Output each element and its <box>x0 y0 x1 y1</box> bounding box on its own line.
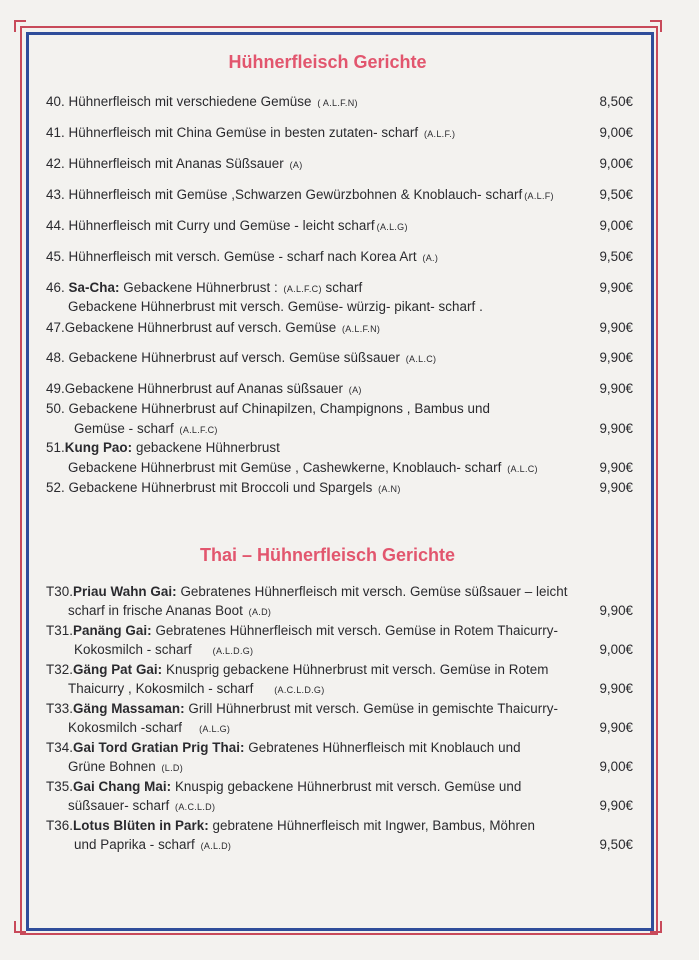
menu-item-45: 45. Hühnerfleisch mit versch. Gemüse - scharf nach Korea Art (A.) <box>46 249 439 264</box>
menu-item-t30-desc: scharf in frische Ananas Boot (A.D) <box>68 603 272 618</box>
menu-item-t34: T34.Gai Tord Gratian Prig Thai: Gebratenes Hühnerfleisch mit Knoblauch und <box>46 740 521 755</box>
price-42: 9,00€ <box>599 156 633 171</box>
price-t35: 9,90€ <box>599 798 633 813</box>
price-44: 9,00€ <box>599 218 633 233</box>
menu-item-t36-desc: und Paprika - scharf (A.L.D) <box>74 837 232 852</box>
menu-item-50-desc: Gemüse - scharf (A.L.F.C) <box>74 421 218 436</box>
corner-ornament <box>14 20 26 32</box>
menu-item-t36: T36.Lotus Blüten in Park: gebratene Hühnerfleisch mit Ingwer, Bambus, Möhren <box>46 818 536 833</box>
menu-item-t30: T30.Priau Wahn Gai: Gebratenes Hühnerfleisch mit versch. Gemüse süßsauer – leicht <box>46 584 568 599</box>
price-t36: 9,50€ <box>599 837 633 852</box>
menu-item-47: 47.Gebackene Hühnerbrust auf versch. Gemüse (A.L.F.N) <box>46 320 381 335</box>
price-40: 8,50€ <box>599 94 633 109</box>
menu-item-t33: T33.Gäng Massaman: Grill Hühnerbrust mit versch. Gemüse in gemischte Thaicurry- <box>46 701 558 716</box>
menu-item-t31: T31.Panäng Gai: Gebratenes Hühnerfleisch mit versch. Gemüse in Rotem Thaicurry- <box>46 623 558 638</box>
price-t32: 9,90€ <box>599 681 633 696</box>
menu-item-t31-desc: Kokosmilch - scharf (A.L.D.G) <box>74 642 254 657</box>
menu-item-50: 50. Gebackene Hühnerbrust auf Chinapilzen, Champignons , Bambus und <box>46 401 491 416</box>
price-52: 9,90€ <box>599 480 633 495</box>
menu-item-46: 46. Sa-Cha: Gebackene Hühnerbrust : (A.L.F.C) scharf <box>46 280 363 295</box>
section-title-thai-chicken: Thai – Hühnerfleisch Gerichte <box>199 545 456 565</box>
menu-item-41: 41. Hühnerfleisch mit China Gemüse in besten zutaten- scharf (A.L.F.) <box>46 125 456 140</box>
menu-item-44: 44. Hühnerfleisch mit Curry und Gemüse - leicht scharf (A.L.G) <box>46 218 408 233</box>
price-43: 9,50€ <box>599 187 633 202</box>
price-45: 9,50€ <box>599 249 633 264</box>
corner-ornament <box>14 921 26 933</box>
menu-item-46-desc: Gebackene Hühnerbrust mit versch. Gemüse- würzig- pikant- scharf . <box>68 299 483 314</box>
menu-item-t35-desc: süßsauer- scharf (A.C.L.D) <box>68 798 216 813</box>
price-t33: 9,90€ <box>599 720 633 735</box>
price-41: 9,00€ <box>599 125 633 140</box>
price-t34: 9,00€ <box>599 759 633 774</box>
menu-item-42: 42. Hühnerfleisch mit Ananas Süßsauer (A) <box>46 156 303 171</box>
section-title-chicken: Hühnerfleisch Gerichte <box>228 52 427 72</box>
price-48: 9,90€ <box>599 350 633 365</box>
menu-item-51-desc: Gebackene Hühnerbrust mit Gemüse , Cashewkerne, Knoblauch- scharf (A.L.C) <box>68 460 538 475</box>
price-49: 9,90€ <box>599 381 633 396</box>
menu-item-43: 43. Hühnerfleisch mit Gemüse ,Schwarzen Gewürzbohnen & Knoblauch- scharf (A.L.F) <box>46 187 554 202</box>
menu-item-48: 48. Gebackene Hühnerbrust auf versch. Gemüse süßsauer (A.L.C) <box>46 350 437 365</box>
price-46: 9,90€ <box>599 280 633 295</box>
menu-item-52: 52. Gebackene Hühnerbrust mit Broccoli und Spargels (A.N) <box>46 480 401 495</box>
price-t30: 9,90€ <box>599 603 633 618</box>
corner-ornament <box>650 20 662 32</box>
menu-item-t35: T35.Gai Chang Mai: Knuspig gebackene Hühnerbrust mit versch. Gemüse und <box>46 779 522 794</box>
price-50: 9,90€ <box>599 421 633 436</box>
corner-ornament <box>650 921 662 933</box>
menu-item-49: 49.Gebackene Hühnerbrust auf Ananas süßsauer (A) <box>46 381 362 396</box>
price-47: 9,90€ <box>599 320 633 335</box>
menu-item-40: 40. Hühnerfleisch mit verschiedene Gemüse ( A.L.F.N) <box>46 94 358 109</box>
menu-item-t34-desc: Grüne Bohnen (L.D) <box>68 759 183 774</box>
price-51: 9,90€ <box>599 460 633 475</box>
menu-item-t32-desc: Thaicurry , Kokosmilch - scharf (A.C.L.D.G) <box>68 681 325 696</box>
menu-item-t33-desc: Kokosmilch -scharf (A.L.G) <box>68 720 231 735</box>
menu-item-51: 51.Kung Pao: gebackene Hühnerbrust <box>46 440 280 455</box>
menu-item-t32: T32.Gäng Pat Gai: Knusprig gebackene Hühnerbrust mit versch. Gemüse in Rotem <box>46 662 549 677</box>
price-t31: 9,00€ <box>599 642 633 657</box>
